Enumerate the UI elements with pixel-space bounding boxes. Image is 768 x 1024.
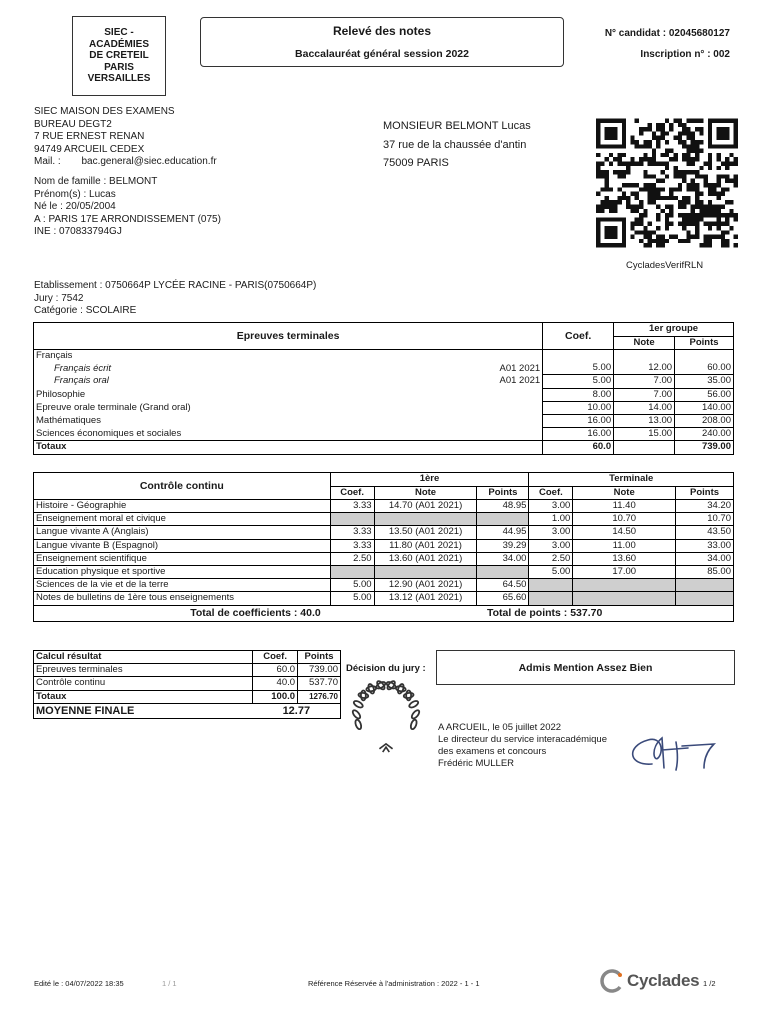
sender-line: BUREAU DEGT2: [34, 118, 112, 130]
qr-code: [596, 117, 738, 249]
cc-header-note-1: Note: [374, 486, 477, 500]
document-title: Relevé des notes: [332, 24, 432, 38]
siec-logo: [72, 16, 166, 96]
exam-points: 208.00: [675, 414, 734, 427]
cc-subject-row: [34, 500, 734, 513]
sender-line: 7 RUE ERNEST RENAN: [34, 131, 145, 142]
cc-points-first: [477, 565, 529, 578]
cc-coef-final: 2.50: [529, 552, 573, 565]
terminal-exam-row: [34, 388, 734, 401]
decision-value: Admis Mention Assez Bien: [518, 661, 653, 674]
exam-subject: Sciences économiques et sociales: [36, 427, 182, 439]
cc-points-final: 85.00: [676, 565, 734, 578]
mail-address: bac.general@siec.education.fr: [81, 156, 217, 167]
exam-subject-cell: [34, 350, 543, 363]
cc-points-first: 48.95: [477, 500, 529, 513]
footer-page-number: 1 /2: [703, 979, 716, 988]
cc-coef-final: 3.00: [529, 500, 573, 513]
footer-page-a: 1 / 1: [162, 979, 177, 988]
result-row-label: Epreuves terminales: [34, 664, 253, 677]
qr-caption: CycladesVerifRLN: [626, 260, 704, 271]
cc-subject-row: [34, 565, 734, 578]
school-line: Catégorie : SCOLAIRE: [34, 305, 137, 316]
cc-note-first: 11.80 (A01 2021): [374, 539, 477, 552]
recipient-address: [383, 117, 531, 173]
cc-subject-row: [34, 592, 734, 605]
siec-logo-line: SIEC -: [104, 27, 134, 39]
laurel-wreath-icon: [345, 675, 427, 757]
result-row-points: 537.70: [298, 677, 341, 690]
cc-subject-row: [34, 552, 734, 565]
exam-note: 12.00: [614, 362, 675, 375]
exam-note: 7.00: [614, 375, 675, 388]
cc-coef-first: 3.33: [330, 526, 374, 539]
cc-points-first: 44.95: [477, 526, 529, 539]
exam-subject: Français oral: [54, 375, 109, 387]
candidate-numbers: [605, 23, 730, 65]
cc-note-final: 11.40: [573, 500, 676, 513]
cyclades-logo: [600, 968, 699, 994]
result-total-points: 1276.70: [298, 690, 341, 703]
cc-subject-row: [34, 539, 734, 552]
decision-label: Décision du jury :: [346, 663, 426, 674]
signature-line: A ARCUEIL, le 05 juillet 2022: [438, 722, 562, 733]
cc-coef-first: 5.00: [330, 592, 374, 605]
cc-header-points-2: Points: [676, 486, 734, 500]
cc-points-final: 33.00: [676, 539, 734, 552]
sender-mail-row: [34, 156, 217, 169]
recipient-line: 37 rue de la chaussée d'antin: [383, 138, 527, 151]
result-header-coef: Coef.: [253, 651, 298, 664]
terminal-total-label: Totaux: [36, 441, 67, 453]
siec-logo-line: PARIS: [104, 61, 134, 73]
cc-coef-first: 3.33: [330, 500, 374, 513]
handwritten-signature: [618, 728, 738, 772]
cc-coef-final: [529, 592, 573, 605]
result-row-coef: 40.0: [253, 677, 298, 690]
result-row-label: Contrôle continu: [34, 677, 253, 690]
cc-header-coef-1: Coef.: [330, 486, 374, 500]
sender-address: [34, 106, 217, 169]
cc-note-final: 14.50: [573, 526, 676, 539]
cc-subject-row: [34, 526, 734, 539]
recipient-line: 75009 PARIS: [383, 157, 449, 169]
exam-points: 140.00: [675, 401, 734, 414]
exam-subject-cell: [34, 388, 543, 401]
result-header-label: Calcul résultat: [36, 651, 102, 663]
terminal-total-coef: 60.0: [543, 441, 614, 454]
result-row-points: 739.00: [298, 664, 341, 677]
identity-line: A : PARIS 17E ARRONDISSEMENT (075): [34, 213, 221, 225]
cc-note-first: 14.70 (A01 2021): [374, 500, 477, 513]
final-average-value: 12.77: [282, 704, 311, 717]
cc-coef-first: 5.00: [330, 579, 374, 592]
cc-coef-final: [529, 579, 573, 592]
cc-note-final: 11.00: [573, 539, 676, 552]
exam-coef: 10.00: [543, 401, 614, 414]
cyclades-logo-text: Cyclades: [627, 971, 700, 990]
terminal-exam-row: [34, 350, 734, 363]
cc-points-final: 10.70: [676, 513, 734, 526]
exam-points: 60.00: [675, 362, 734, 375]
sender-line: SIEC MAISON DES EXAMENS: [34, 106, 175, 117]
cc-note-final: 17.00: [573, 565, 676, 578]
exam-subject: Epreuve orale terminale (Grand oral): [36, 401, 191, 413]
siec-logo-text: [88, 27, 151, 85]
siec-logo-line: ACADÉMIES: [88, 38, 149, 50]
cc-points-final: [676, 579, 734, 592]
cc-note-first: 13.50 (A01 2021): [374, 526, 477, 539]
signature-block: [438, 722, 607, 770]
exam-session: A01 2021: [499, 362, 541, 374]
terminal-header-note: Note: [614, 336, 675, 350]
exam-subject: Mathématiques: [36, 415, 101, 427]
footer-reference: Référence Réservée à l'administration : 2022 - 1 - 1: [308, 979, 480, 988]
cc-total-points: Total de points : 537.70: [486, 607, 603, 619]
siec-logo-line: DE CRETEIL: [89, 50, 149, 62]
exam-subject: Français écrit: [54, 362, 112, 374]
document-subtitle: Baccalauréat général session 2022: [295, 48, 469, 60]
candidate-identity: [34, 176, 221, 239]
cc-note-final: 13.60: [573, 552, 676, 565]
cc-coef-final: 1.00: [529, 513, 573, 526]
continuous-assessment-table: [33, 472, 734, 622]
exam-coef: 5.00: [543, 362, 614, 375]
exam-points: 35.00: [675, 375, 734, 388]
exam-note: 7.00: [614, 388, 675, 401]
result-table: [33, 650, 341, 719]
exam-subject: Philosophie: [36, 388, 86, 400]
terminal-exam-row: [34, 362, 734, 375]
cc-subject-row: [34, 513, 734, 526]
terminal-exam-row: [34, 428, 734, 441]
cc-header-coef-2: Coef.: [529, 486, 573, 500]
exam-subject: Français: [36, 350, 73, 362]
cc-note-final: 10.70: [573, 513, 676, 526]
result-row-coef: 60.0: [253, 664, 298, 677]
exam-coef: 16.00: [543, 414, 614, 427]
title-box: [200, 17, 564, 67]
exam-subject-cell: [34, 428, 543, 441]
exam-subject-cell: [34, 362, 543, 375]
exam-subject-cell: [34, 414, 543, 427]
cc-points-final: [676, 592, 734, 605]
terminal-header-coef: Coef.: [543, 323, 614, 350]
exam-points: 56.00: [675, 388, 734, 401]
signature-line: Le directeur du service interacadémique: [438, 734, 607, 745]
cc-subject: Langue vivante B (Espagnol): [34, 539, 331, 552]
cc-points-final: 34.20: [676, 500, 734, 513]
terminal-total-empty: [614, 441, 675, 454]
cc-coef-final: 3.00: [529, 526, 573, 539]
exam-session: A01 2021: [499, 375, 541, 387]
cc-points-first: 34.00: [477, 552, 529, 565]
exam-note: 13.00: [614, 414, 675, 427]
terminal-exam-row: [34, 414, 734, 427]
final-average-label: MOYENNE FINALE: [36, 704, 135, 717]
identity-line: Né le : 20/05/2004: [34, 201, 116, 212]
cc-points-first: 65.60: [477, 592, 529, 605]
cc-note-first: [374, 565, 477, 578]
cc-points-final: 43.50: [676, 526, 734, 539]
exam-note: 15.00: [614, 428, 675, 441]
cc-subject: Histoire - Géographie: [34, 500, 331, 513]
terminal-exams-table: [33, 322, 734, 455]
result-total-label: Totaux: [36, 690, 67, 702]
identity-line: INE : 070833794GJ: [34, 226, 122, 237]
cc-subject: Enseignement moral et civique: [34, 513, 331, 526]
cc-header-first: 1ère: [330, 473, 529, 487]
candidate-number: N° candidat : 02045680127: [604, 28, 730, 39]
signature-line: Frédéric MULLER: [438, 758, 515, 769]
terminal-exam-row: [34, 375, 734, 388]
exam-points: 240.00: [675, 428, 734, 441]
school-line: Jury : 7542: [34, 292, 84, 304]
exam-subject-cell: [34, 375, 543, 388]
cc-subject: Notes de bulletins de 1ère tous enseignements: [34, 592, 331, 605]
cc-note-final: [573, 592, 676, 605]
exam-coef: 5.00: [543, 375, 614, 388]
result-header-points: Points: [298, 651, 341, 664]
terminal-total-points: 739.00: [675, 441, 734, 454]
cc-header-final: Terminale: [529, 473, 734, 487]
cc-coef-first: 3.33: [330, 539, 374, 552]
cc-header-note-2: Note: [573, 486, 676, 500]
cc-subject: Enseignement scientifique: [34, 552, 331, 565]
school-info: [34, 280, 316, 318]
cc-points-first: 64.50: [477, 579, 529, 592]
cc-points-final: 34.00: [676, 552, 734, 565]
exam-coef: [543, 350, 614, 363]
recipient-line: MONSIEUR BELMONT Lucas: [383, 120, 531, 132]
registration-number: Inscription n° : 002: [640, 49, 730, 60]
cc-coef-first: 2.50: [330, 552, 374, 565]
result-total-coef: 100.0: [253, 690, 298, 703]
cc-note-final: [573, 579, 676, 592]
exam-note: 14.00: [614, 401, 675, 414]
cc-coef-final: 5.00: [529, 565, 573, 578]
cc-subject: Education physique et sportive: [34, 565, 331, 578]
cc-coef-first: [330, 565, 374, 578]
exam-subject-cell: [34, 401, 543, 414]
cc-points-first: 39.29: [477, 539, 529, 552]
cc-note-first: 12.90 (A01 2021): [374, 579, 477, 592]
cc-subject-row: [34, 579, 734, 592]
terminal-header-points: Points: [675, 336, 734, 350]
cyclades-logo-icon: [600, 969, 624, 993]
cc-subject: Sciences de la vie et de la terre: [34, 579, 331, 592]
cc-coef-first: [330, 513, 374, 526]
cc-note-first: 13.60 (A01 2021): [374, 552, 477, 565]
mail-label: Mail. :: [34, 156, 61, 167]
terminal-header-subject: Epreuves terminales: [34, 323, 543, 350]
siec-logo-line: VERSAILLES: [87, 73, 151, 85]
identity-line: Nom de famille : BELMONT: [34, 176, 158, 187]
cc-header-points-1: Points: [477, 486, 529, 500]
cc-subject: Langue vivante A (Anglais): [34, 526, 331, 539]
cc-note-first: 13.12 (A01 2021): [374, 592, 477, 605]
footer-edited-date: Edité le : 04/07/2022 18:35: [34, 979, 124, 988]
identity-line: Prénom(s) : Lucas: [34, 188, 116, 200]
sender-line: 94749 ARCUEIL CEDEX: [34, 143, 145, 155]
exam-coef: 8.00: [543, 388, 614, 401]
cc-total-coef: Total de coefficients : 40.0: [190, 607, 321, 619]
cc-note-first: [374, 513, 477, 526]
decision-box: [436, 650, 735, 685]
terminal-header-group: 1er groupe: [614, 323, 734, 337]
cc-points-first: [477, 513, 529, 526]
exam-coef: 16.00: [543, 428, 614, 441]
exam-points: [675, 350, 734, 363]
terminal-exam-row: [34, 401, 734, 414]
cc-header-subject: Contrôle continu: [34, 473, 331, 500]
school-line: Etablissement : 0750664P LYCÉE RACINE - PARIS(0750664P): [34, 280, 317, 291]
signature-line: des examens et concours: [438, 746, 547, 757]
cc-coef-final: 3.00: [529, 539, 573, 552]
exam-note: [614, 350, 675, 363]
